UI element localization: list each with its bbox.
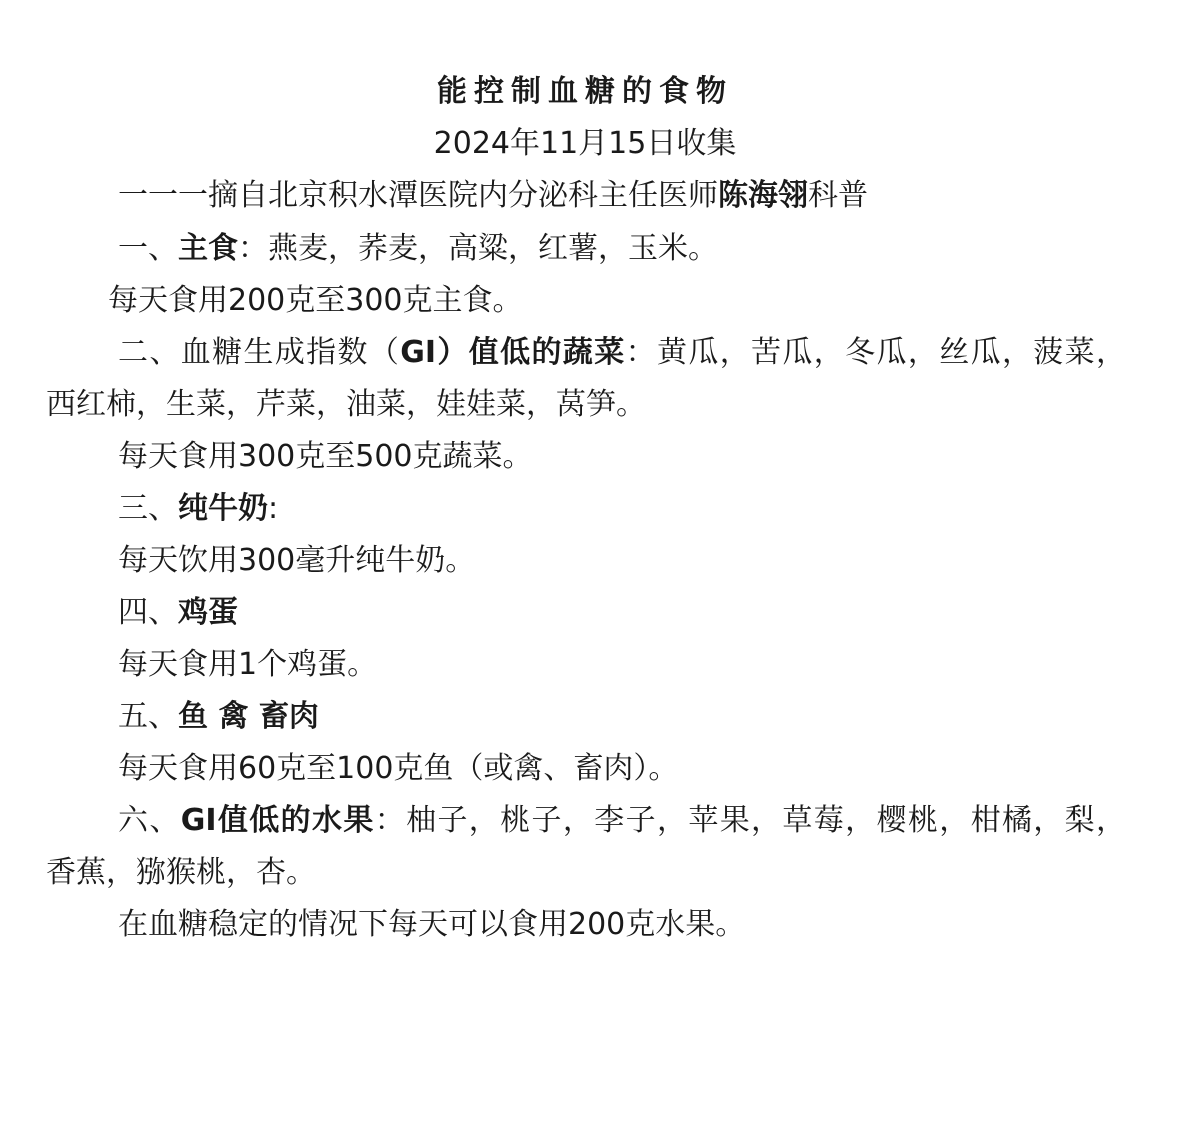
section-heading: GI值低的水果 xyxy=(180,803,375,838)
section-egg-line xyxy=(118,591,238,635)
section-number: 三、 xyxy=(118,491,178,526)
section-fruit-items-cont: 香蕉，猕猴桃，杏。 xyxy=(46,855,316,890)
section-heading: 鸡蛋 xyxy=(178,595,238,630)
section-number: 一、 xyxy=(118,231,178,266)
collection-date: 2024年11月15日收集 xyxy=(433,126,737,161)
section-staple-line xyxy=(118,227,718,271)
section-number: 五、 xyxy=(118,699,178,734)
source-line xyxy=(118,174,868,218)
section-milk-advice: 每天饮用300毫升纯牛奶。 xyxy=(118,543,476,578)
section-vegetables-items-cont: 西红柿，生菜，芹菜，油菜，娃娃菜，莴笋。 xyxy=(46,387,646,422)
section-items: 黄瓜，苦瓜，冬瓜，丝瓜，菠菜， xyxy=(656,335,1127,370)
section-vegetables-line xyxy=(118,331,1126,375)
section-heading: 主食 xyxy=(178,231,238,266)
source-doctor-name: 陈海翎 xyxy=(718,178,808,213)
section-colon: ： xyxy=(625,335,657,370)
section-meat-line xyxy=(118,695,319,739)
source-suffix: 科普 xyxy=(808,178,868,213)
section-heading: ）值低的蔬菜 xyxy=(436,335,626,370)
document-title: 能控制血糖的食物 xyxy=(437,74,733,109)
section-heading: 纯牛奶 xyxy=(178,491,268,526)
section-number: 六、 xyxy=(118,803,181,838)
section-heading: 鱼 禽 畜肉 xyxy=(178,699,319,734)
section-colon: ： xyxy=(374,803,407,838)
section-milk-line xyxy=(118,487,278,531)
gi-label: GI xyxy=(400,335,437,370)
source-prefix: 一一一摘自北京积水潭医院内分泌科主任医师 xyxy=(118,178,718,213)
section-items: 柚子，桃子，李子，苹果，草莓，樱桃，柑橘，梨， xyxy=(406,803,1127,838)
section-staple-advice: 每天食用200克至300克主食。 xyxy=(108,283,523,318)
section-prefix: 血糖生成指数（ xyxy=(180,335,401,370)
section-colon: : xyxy=(268,491,279,526)
section-colon: ： xyxy=(238,231,268,266)
section-number: 二、 xyxy=(118,335,181,370)
section-fruit-line xyxy=(118,799,1126,843)
section-fruit-advice: 在血糖稳定的情况下每天可以食用200克水果。 xyxy=(118,907,746,942)
section-items: 燕麦，荞麦，高粱，红薯，玉米。 xyxy=(268,231,718,266)
section-number: 四、 xyxy=(118,595,178,630)
section-meat-advice: 每天食用60克至100克鱼（或禽、畜肉）。 xyxy=(118,751,679,786)
section-egg-advice: 每天食用1个鸡蛋。 xyxy=(118,647,378,682)
section-vegetables-advice: 每天食用300克至500克蔬菜。 xyxy=(118,439,533,474)
